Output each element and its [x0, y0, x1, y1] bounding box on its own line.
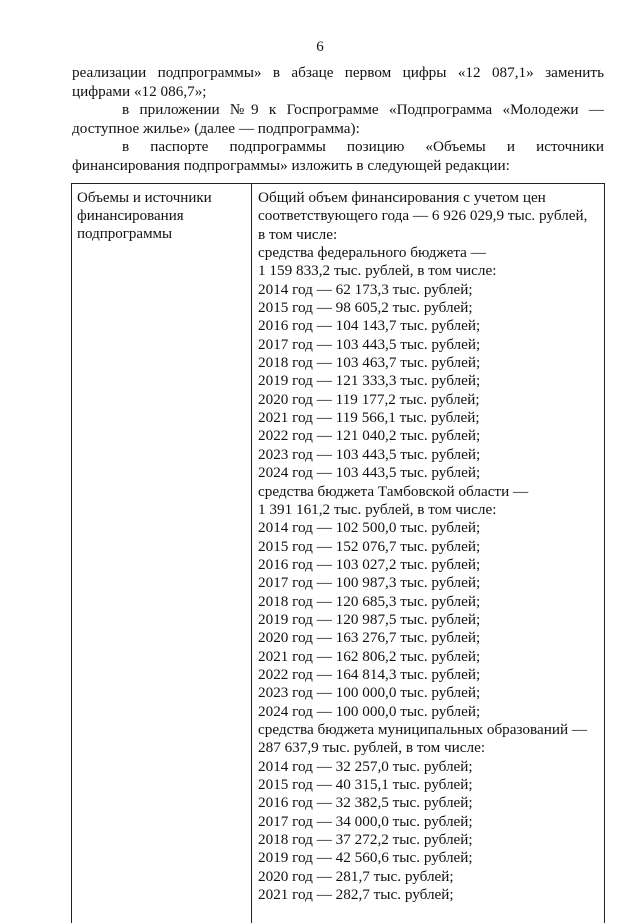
- funding-line: 2018 год — 37 272,2 тыс. рублей;: [258, 831, 473, 849]
- funding-line: 2017 год — 34 000,0 тыс. рублей;: [258, 812, 473, 830]
- funding-line: 2018 год — 120 685,3 тыс. рублей;: [258, 592, 481, 610]
- left-cell-line: подпрограммы: [77, 226, 173, 242]
- funding-line: 2021 год — 119 566,1 тыс. рублей;: [258, 409, 480, 427]
- funding-line: 2022 год — 121 040,2 тыс. рублей;: [258, 427, 481, 445]
- table-right-cell: [258, 189, 602, 904]
- funding-line: в том числе:: [258, 225, 338, 243]
- funding-line: 2017 год — 100 987,3 тыс. рублей;: [258, 574, 481, 592]
- funding-line: 2024 год — 100 000,0 тыс. рублей;: [258, 702, 481, 720]
- funding-line: 2019 год — 42 560,6 тыс. рублей;: [258, 849, 473, 867]
- funding-line: 2016 год — 104 143,7 тыс. рублей;: [258, 317, 481, 335]
- funding-line: 1 391 161,2 тыс. рублей, в том числе:: [258, 500, 497, 518]
- funding-line: 2015 год — 98 605,2 тыс. рублей;: [258, 299, 473, 317]
- funding-line: 2023 год — 103 443,5 тыс. рублей;: [258, 445, 481, 463]
- funding-line: 287 637,9 тыс. рублей, в том числе:: [258, 739, 486, 757]
- funding-line: 2019 год — 121 333,3 тыс. рублей;: [258, 372, 481, 390]
- paragraph-1-line-1: реализации подпрограммы» в абзаце первом цифры «12 087,1» заменить: [72, 64, 604, 81]
- funding-line: 2016 год — 103 027,2 тыс. рублей;: [258, 555, 481, 573]
- funding-line: средства федерального бюджета —: [258, 244, 486, 262]
- paragraph-3-line-1: в паспорте подпрограммы позицию «Объемы и источники: [122, 138, 604, 156]
- funding-line: 2020 год — 119 177,2 тыс. рублей;: [258, 390, 480, 408]
- left-cell-line: финансирования: [77, 208, 184, 224]
- funding-line: 2018 год — 103 463,7 тыс. рублей;: [258, 354, 481, 372]
- paragraph-3-line-2: финансирования подпрограммы» изложить в следующей редакции:: [72, 156, 510, 174]
- funding-line: 2019 год — 120 987,5 тыс. рублей;: [258, 610, 481, 628]
- funding-line: 2020 год — 163 276,7 тыс. рублей;: [258, 629, 481, 647]
- funding-line: 2015 год — 152 076,7 тыс. рублей;: [258, 537, 481, 555]
- funding-line: 2023 год — 100 000,0 тыс. рублей;: [258, 684, 481, 702]
- passport-table: [71, 183, 605, 923]
- document-body: [72, 64, 604, 176]
- paragraph-2-line-2: доступное жилье» (далее — подпрограмма):: [72, 119, 360, 137]
- funding-line: 2020 год — 281,7 тыс. рублей;: [258, 867, 454, 885]
- funding-line: средства бюджета муниципальных образований —: [258, 720, 588, 738]
- left-cell-line: Объемы и источники: [77, 190, 212, 206]
- paragraph-1-line-2: цифрами «12 086,7»;: [72, 82, 207, 100]
- funding-line: 2014 год — 102 500,0 тыс. рублей;: [258, 519, 481, 537]
- paragraph-2-line-1: в приложении №9 к Госпрограмме «Подпрограмма «Молодежи —: [122, 101, 604, 119]
- funding-line: 2021 год — 162 806,2 тыс. рублей;: [258, 647, 481, 665]
- funding-line: 2021 год — 282,7 тыс. рублей;: [258, 886, 454, 904]
- page-number: 6: [316, 39, 324, 55]
- funding-line: соответствующего года — 6 926 029,9 тыс. рублей,: [258, 207, 588, 225]
- table-column-divider: [251, 184, 252, 923]
- table-left-cell: [77, 189, 247, 243]
- funding-line: 1 159 833,2 тыс. рублей, в том числе:: [258, 262, 497, 280]
- funding-line: 2016 год — 32 382,5 тыс. рублей;: [258, 794, 473, 812]
- funding-line: 2015 год — 40 315,1 тыс. рублей;: [258, 776, 473, 793]
- funding-line: 2022 год — 164 814,3 тыс. рублей;: [258, 665, 481, 683]
- funding-line: средства бюджета Тамбовской области —: [258, 482, 529, 500]
- funding-line: 2014 год — 32 257,0 тыс. рублей;: [258, 757, 473, 775]
- funding-line: 2014 год — 62 173,3 тыс. рублей;: [258, 280, 473, 298]
- funding-line: 2017 год — 103 443,5 тыс. рублей;: [258, 335, 481, 353]
- funding-line: Общий объем финансирования с учетом цен: [258, 189, 546, 206]
- funding-line: 2024 год — 103 443,5 тыс. рублей;: [258, 464, 481, 482]
